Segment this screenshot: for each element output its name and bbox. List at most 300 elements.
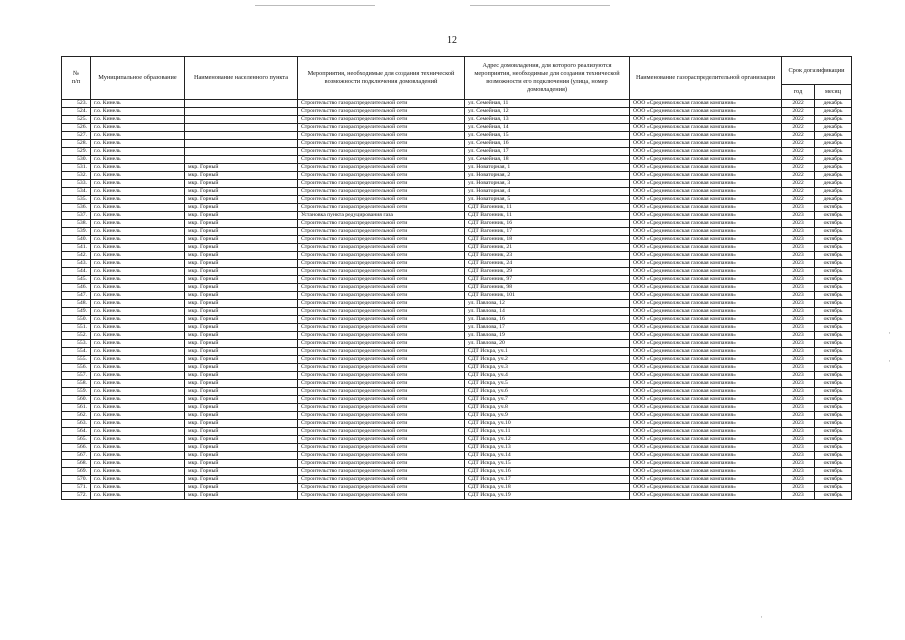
- row-org: ООО «Средневолжская газовая компания»: [630, 188, 782, 196]
- row-month: октябрь: [815, 444, 852, 452]
- row-municipality: г.о. Кинель: [91, 108, 185, 116]
- row-activity: Строительство газораспределительной сети: [298, 252, 465, 260]
- table-row: [62, 196, 852, 204]
- row-number: 529.: [62, 148, 91, 156]
- table-row: [62, 156, 852, 164]
- row-municipality: г.о. Кинель: [91, 300, 185, 308]
- row-year: 2023: [782, 276, 815, 284]
- page-number: 12: [447, 35, 457, 46]
- row-year: 2023: [782, 372, 815, 380]
- row-number: 568.: [62, 460, 91, 468]
- table-row: [62, 204, 852, 212]
- row-activity: Строительство газораспределительной сети: [298, 372, 465, 380]
- row-address: СДТ Искра, уч.2: [465, 356, 630, 364]
- row-activity: Строительство газораспределительной сети: [298, 428, 465, 436]
- row-municipality: г.о. Кинель: [91, 476, 185, 484]
- row-activity: Строительство газораспределительной сети: [298, 492, 465, 500]
- row-settlement: мкр. Горный: [185, 164, 298, 172]
- row-month: декабрь: [815, 148, 852, 156]
- row-month: октябрь: [815, 268, 852, 276]
- row-org: ООО «Средневолжская газовая компания»: [630, 468, 782, 476]
- row-activity: Строительство газораспределительной сети: [298, 396, 465, 404]
- table-row: [62, 380, 852, 388]
- row-activity: Строительство газораспределительной сети: [298, 100, 465, 108]
- row-number: 556.: [62, 364, 91, 372]
- table-row: [62, 372, 852, 380]
- table-body: [62, 100, 852, 500]
- row-address: ул. Новаторная, 3: [465, 180, 630, 188]
- row-year: 2023: [782, 484, 815, 492]
- row-municipality: г.о. Кинель: [91, 316, 185, 324]
- row-month: октябрь: [815, 380, 852, 388]
- table-row: [62, 460, 852, 468]
- row-month: октябрь: [815, 292, 852, 300]
- row-activity: Строительство газораспределительной сети: [298, 460, 465, 468]
- row-settlement: [185, 100, 298, 108]
- row-settlement: мкр. Горный: [185, 436, 298, 444]
- row-month: октябрь: [815, 364, 852, 372]
- row-number: 524.: [62, 108, 91, 116]
- row-year: 2022: [782, 180, 815, 188]
- row-year: 2023: [782, 428, 815, 436]
- row-address: СДТ Искра, уч.16: [465, 468, 630, 476]
- row-number: 561.: [62, 404, 91, 412]
- row-month: декабрь: [815, 188, 852, 196]
- row-address: СДТ Вагонник, 21: [465, 244, 630, 252]
- row-settlement: мкр. Горный: [185, 420, 298, 428]
- table-row: [62, 484, 852, 492]
- table-row: [62, 108, 852, 116]
- row-number: 523.: [62, 100, 91, 108]
- row-org: ООО «Средневолжская газовая компания»: [630, 412, 782, 420]
- row-municipality: г.о. Кинель: [91, 420, 185, 428]
- row-month: октябрь: [815, 308, 852, 316]
- row-address: ул. Семейная, 15: [465, 132, 630, 140]
- row-activity: Строительство газораспределительной сети: [298, 308, 465, 316]
- row-year: 2023: [782, 316, 815, 324]
- row-activity: Строительство газораспределительной сети: [298, 180, 465, 188]
- row-year: 2023: [782, 228, 815, 236]
- row-month: октябрь: [815, 212, 852, 220]
- row-address: СДТ Искра, уч.19: [465, 492, 630, 500]
- table-row: [62, 148, 852, 156]
- table-row: [62, 284, 852, 292]
- header-num: № п/п: [62, 57, 91, 100]
- table-row: [62, 260, 852, 268]
- row-address: СДТ Искра, уч.12: [465, 436, 630, 444]
- row-number: 542.: [62, 252, 91, 260]
- row-address: СДТ Вагонник, 98: [465, 284, 630, 292]
- row-activity: Строительство газораспределительной сети: [298, 300, 465, 308]
- row-year: 2023: [782, 236, 815, 244]
- row-year: 2023: [782, 380, 815, 388]
- row-settlement: мкр. Горный: [185, 412, 298, 420]
- row-settlement: мкр. Горный: [185, 276, 298, 284]
- table-row: [62, 468, 852, 476]
- row-settlement: мкр. Горный: [185, 300, 298, 308]
- row-settlement: мкр. Горный: [185, 324, 298, 332]
- row-address: СДТ Искра, уч.13: [465, 444, 630, 452]
- row-number: 557.: [62, 372, 91, 380]
- table-row: [62, 228, 852, 236]
- row-number: 526.: [62, 124, 91, 132]
- row-municipality: г.о. Кинель: [91, 284, 185, 292]
- row-month: октябрь: [815, 460, 852, 468]
- row-org: ООО «Средневолжская газовая компания»: [630, 228, 782, 236]
- table-row: [62, 172, 852, 180]
- row-number: 532.: [62, 172, 91, 180]
- row-activity: Строительство газораспределительной сети: [298, 260, 465, 268]
- gasification-table: [61, 56, 852, 500]
- row-activity: Строительство газораспределительной сети: [298, 188, 465, 196]
- row-activity: Строительство газораспределительной сети: [298, 124, 465, 132]
- row-address: СДТ Искра, уч.5: [465, 380, 630, 388]
- row-org: ООО «Средневолжская газовая компания»: [630, 268, 782, 276]
- row-year: 2022: [782, 148, 815, 156]
- row-activity: Строительство газораспределительной сети: [298, 140, 465, 148]
- row-activity: Строительство газораспределительной сети: [298, 332, 465, 340]
- row-month: октябрь: [815, 276, 852, 284]
- row-settlement: мкр. Горный: [185, 260, 298, 268]
- row-number: 539.: [62, 228, 91, 236]
- row-settlement: мкр. Горный: [185, 332, 298, 340]
- row-activity: Строительство газораспределительной сети: [298, 388, 465, 396]
- row-org: ООО «Средневолжская газовая компания»: [630, 436, 782, 444]
- row-year: 2022: [782, 132, 815, 140]
- row-month: декабрь: [815, 132, 852, 140]
- row-address: СДТ Искра, уч.15: [465, 460, 630, 468]
- row-settlement: мкр. Горный: [185, 292, 298, 300]
- row-settlement: мкр. Горный: [185, 204, 298, 212]
- row-year: 2022: [782, 172, 815, 180]
- row-number: 537.: [62, 212, 91, 220]
- row-number: 566.: [62, 444, 91, 452]
- table-row: [62, 420, 852, 428]
- row-activity: Строительство газораспределительной сети: [298, 436, 465, 444]
- row-settlement: мкр. Горный: [185, 340, 298, 348]
- row-year: 2023: [782, 404, 815, 412]
- row-activity: Строительство газораспределительной сети: [298, 340, 465, 348]
- row-municipality: г.о. Кинель: [91, 388, 185, 396]
- row-org: ООО «Средневолжская газовая компания»: [630, 380, 782, 388]
- row-activity: Строительство газораспределительной сети: [298, 220, 465, 228]
- row-year: 2023: [782, 468, 815, 476]
- row-org: ООО «Средневолжская газовая компания»: [630, 316, 782, 324]
- table-row: [62, 100, 852, 108]
- row-org: ООО «Средневолжская газовая компания»: [630, 204, 782, 212]
- row-year: 2023: [782, 292, 815, 300]
- row-municipality: г.о. Кинель: [91, 348, 185, 356]
- table-row: [62, 316, 852, 324]
- row-address: ул. Семейная, 13: [465, 116, 630, 124]
- table-row: [62, 356, 852, 364]
- table-row: [62, 252, 852, 260]
- row-address: ул. Новаторная, 1: [465, 164, 630, 172]
- row-activity: Строительство газораспределительной сети: [298, 420, 465, 428]
- row-year: 2022: [782, 164, 815, 172]
- row-org: ООО «Средневолжская газовая компания»: [630, 252, 782, 260]
- row-month: октябрь: [815, 420, 852, 428]
- header-activity: Мероприятия, необходимые для создания технической возможности подключения домовладений: [298, 57, 465, 100]
- row-number: 533.: [62, 180, 91, 188]
- row-month: декабрь: [815, 100, 852, 108]
- row-activity: Строительство газораспределительной сети: [298, 228, 465, 236]
- row-month: октябрь: [815, 300, 852, 308]
- row-year: 2022: [782, 140, 815, 148]
- row-address: ул. Новаторная, 2: [465, 172, 630, 180]
- row-municipality: г.о. Кинель: [91, 492, 185, 500]
- row-settlement: [185, 140, 298, 148]
- table-row: [62, 212, 852, 220]
- row-org: ООО «Средневолжская газовая компания»: [630, 140, 782, 148]
- row-number: 548.: [62, 300, 91, 308]
- row-year: 2023: [782, 340, 815, 348]
- row-municipality: г.о. Кинель: [91, 196, 185, 204]
- row-activity: Строительство газораспределительной сети: [298, 364, 465, 372]
- table-row: [62, 364, 852, 372]
- row-settlement: мкр. Горный: [185, 444, 298, 452]
- row-number: 525.: [62, 116, 91, 124]
- row-number: 567.: [62, 452, 91, 460]
- row-municipality: г.о. Кинель: [91, 212, 185, 220]
- row-address: СДТ Искра, уч.14: [465, 452, 630, 460]
- row-address: СДТ Вагонник, 29: [465, 268, 630, 276]
- row-year: 2023: [782, 492, 815, 500]
- row-month: декабрь: [815, 196, 852, 204]
- row-number: 549.: [62, 308, 91, 316]
- row-settlement: мкр. Горный: [185, 348, 298, 356]
- row-address: СДТ Искра, уч.18: [465, 484, 630, 492]
- table-row: [62, 444, 852, 452]
- row-number: 528.: [62, 140, 91, 148]
- row-municipality: г.о. Кинель: [91, 220, 185, 228]
- row-activity: Строительство газораспределительной сети: [298, 380, 465, 388]
- row-address: СДТ Искра, уч.9: [465, 412, 630, 420]
- row-municipality: г.о. Кинель: [91, 172, 185, 180]
- row-month: октябрь: [815, 244, 852, 252]
- row-address: ул. Павлова, 19: [465, 332, 630, 340]
- row-address: СДТ Вагонник, 101: [465, 292, 630, 300]
- row-municipality: г.о. Кинель: [91, 156, 185, 164]
- row-municipality: г.о. Кинель: [91, 228, 185, 236]
- row-activity: Строительство газораспределительной сети: [298, 452, 465, 460]
- row-settlement: [185, 156, 298, 164]
- row-municipality: г.о. Кинель: [91, 444, 185, 452]
- row-org: ООО «Средневолжская газовая компания»: [630, 484, 782, 492]
- row-number: 560.: [62, 396, 91, 404]
- row-settlement: мкр. Горный: [185, 380, 298, 388]
- row-year: 2023: [782, 220, 815, 228]
- row-settlement: [185, 124, 298, 132]
- row-municipality: г.о. Кинель: [91, 124, 185, 132]
- row-municipality: г.о. Кинель: [91, 364, 185, 372]
- row-month: октябрь: [815, 348, 852, 356]
- row-org: ООО «Средневолжская газовая компания»: [630, 388, 782, 396]
- row-month: октябрь: [815, 220, 852, 228]
- row-year: 2023: [782, 420, 815, 428]
- row-settlement: [185, 116, 298, 124]
- row-municipality: г.о. Кинель: [91, 372, 185, 380]
- row-activity: Строительство газораспределительной сети: [298, 316, 465, 324]
- row-municipality: г.о. Кинель: [91, 188, 185, 196]
- table-row: [62, 396, 852, 404]
- row-address: ул. Павлова, 17: [465, 324, 630, 332]
- row-number: 531.: [62, 164, 91, 172]
- row-month: декабрь: [815, 172, 852, 180]
- row-year: 2022: [782, 124, 815, 132]
- table-row: [62, 340, 852, 348]
- row-org: ООО «Средневолжская газовая компания»: [630, 364, 782, 372]
- row-activity: Строительство газораспределительной сети: [298, 324, 465, 332]
- row-org: ООО «Средневолжская газовая компания»: [630, 124, 782, 132]
- table-row: [62, 412, 852, 420]
- row-org: ООО «Средневолжская газовая компания»: [630, 116, 782, 124]
- row-settlement: мкр. Горный: [185, 372, 298, 380]
- row-municipality: г.о. Кинель: [91, 468, 185, 476]
- row-org: ООО «Средневолжская газовая компания»: [630, 356, 782, 364]
- table-row: [62, 124, 852, 132]
- row-activity: Строительство газораспределительной сети: [298, 156, 465, 164]
- row-year: 2023: [782, 436, 815, 444]
- row-year: 2023: [782, 324, 815, 332]
- row-month: декабрь: [815, 124, 852, 132]
- row-activity: Строительство газораспределительной сети: [298, 292, 465, 300]
- row-month: октябрь: [815, 340, 852, 348]
- table-row: [62, 476, 852, 484]
- row-year: 2023: [782, 364, 815, 372]
- row-settlement: мкр. Горный: [185, 252, 298, 260]
- row-activity: Установка пункта редуцирования газа: [298, 212, 465, 220]
- row-settlement: мкр. Горный: [185, 172, 298, 180]
- row-year: 2023: [782, 300, 815, 308]
- row-number: 559.: [62, 388, 91, 396]
- row-number: 565.: [62, 436, 91, 444]
- row-address: СДТ Искра, уч.8: [465, 404, 630, 412]
- row-address: СДТ Вагонник, 24: [465, 260, 630, 268]
- top-rule-left: [255, 5, 375, 6]
- row-municipality: г.о. Кинель: [91, 460, 185, 468]
- row-year: 2023: [782, 356, 815, 364]
- row-settlement: мкр. Горный: [185, 284, 298, 292]
- table-row: [62, 292, 852, 300]
- row-org: ООО «Средневолжская газовая компания»: [630, 340, 782, 348]
- row-month: октябрь: [815, 452, 852, 460]
- row-month: октябрь: [815, 252, 852, 260]
- row-month: октябрь: [815, 332, 852, 340]
- row-municipality: г.о. Кинель: [91, 180, 185, 188]
- row-org: ООО «Средневолжская газовая компания»: [630, 196, 782, 204]
- row-year: 2023: [782, 388, 815, 396]
- row-number: 535.: [62, 196, 91, 204]
- row-month: октябрь: [815, 228, 852, 236]
- row-activity: Строительство газораспределительной сети: [298, 276, 465, 284]
- row-settlement: мкр. Горный: [185, 268, 298, 276]
- row-number: 534.: [62, 188, 91, 196]
- row-activity: Строительство газораспределительной сети: [298, 244, 465, 252]
- row-activity: Строительство газораспределительной сети: [298, 348, 465, 356]
- top-rule-right: [470, 5, 610, 6]
- row-year: 2022: [782, 196, 815, 204]
- row-year: 2023: [782, 260, 815, 268]
- row-settlement: мкр. Горный: [185, 244, 298, 252]
- row-org: ООО «Средневолжская газовая компания»: [630, 452, 782, 460]
- row-org: ООО «Средневолжская газовая компания»: [630, 348, 782, 356]
- row-year: 2023: [782, 332, 815, 340]
- row-settlement: мкр. Горный: [185, 220, 298, 228]
- table-row: [62, 180, 852, 188]
- header-settlement: Наименование населенного пункта: [185, 57, 298, 100]
- row-org: ООО «Средневолжская газовая компания»: [630, 260, 782, 268]
- row-settlement: мкр. Горный: [185, 484, 298, 492]
- row-municipality: г.о. Кинель: [91, 252, 185, 260]
- row-settlement: мкр. Горный: [185, 316, 298, 324]
- table-row: [62, 116, 852, 124]
- row-number: 563.: [62, 420, 91, 428]
- row-settlement: мкр. Горный: [185, 180, 298, 188]
- table-row: [62, 436, 852, 444]
- row-settlement: мкр. Горный: [185, 212, 298, 220]
- row-org: ООО «Средневолжская газовая компания»: [630, 132, 782, 140]
- row-number: 570.: [62, 476, 91, 484]
- row-address: ул. Семейная, 14: [465, 124, 630, 132]
- row-activity: Строительство газораспределительной сети: [298, 236, 465, 244]
- row-municipality: г.о. Кинель: [91, 332, 185, 340]
- row-number: 572.: [62, 492, 91, 500]
- row-month: октябрь: [815, 236, 852, 244]
- row-number: 541.: [62, 244, 91, 252]
- row-month: октябрь: [815, 404, 852, 412]
- row-municipality: г.о. Кинель: [91, 452, 185, 460]
- header-org: Наименование газораспределительной организации: [630, 57, 782, 100]
- row-municipality: г.о. Кинель: [91, 148, 185, 156]
- row-address: СДТ Искра, уч.17: [465, 476, 630, 484]
- row-year: 2022: [782, 188, 815, 196]
- row-org: ООО «Средневолжская газовая компания»: [630, 100, 782, 108]
- row-activity: Строительство газораспределительной сети: [298, 148, 465, 156]
- row-municipality: г.о. Кинель: [91, 244, 185, 252]
- row-year: 2023: [782, 284, 815, 292]
- table-row: [62, 452, 852, 460]
- row-settlement: мкр. Горный: [185, 492, 298, 500]
- row-year: 2023: [782, 252, 815, 260]
- row-activity: Строительство газораспределительной сети: [298, 412, 465, 420]
- row-settlement: мкр. Горный: [185, 228, 298, 236]
- row-number: 562.: [62, 412, 91, 420]
- row-org: ООО «Средневолжская газовая компания»: [630, 492, 782, 500]
- row-municipality: г.о. Кинель: [91, 380, 185, 388]
- table-row: [62, 492, 852, 500]
- header-address: Адрес домовладения, для которого реализуются мероприятия, необходимые для создания технической возможности его подключения (улица, номер домовладения): [465, 57, 630, 100]
- row-settlement: мкр. Горный: [185, 188, 298, 196]
- row-activity: Строительство газораспределительной сети: [298, 468, 465, 476]
- row-municipality: г.о. Кинель: [91, 140, 185, 148]
- row-year: 2022: [782, 108, 815, 116]
- row-org: ООО «Средневолжская газовая компания»: [630, 284, 782, 292]
- row-settlement: [185, 108, 298, 116]
- row-municipality: г.о. Кинель: [91, 484, 185, 492]
- row-municipality: г.о. Кинель: [91, 276, 185, 284]
- row-address: СДТ Искра, уч.6: [465, 388, 630, 396]
- row-address: ул. Павлова, 20: [465, 340, 630, 348]
- row-activity: Строительство газораспределительной сети: [298, 284, 465, 292]
- row-municipality: г.о. Кинель: [91, 404, 185, 412]
- table-row: [62, 220, 852, 228]
- row-year: 2023: [782, 412, 815, 420]
- row-org: ООО «Средневолжская газовая компания»: [630, 308, 782, 316]
- row-address: ул. Семейная, 11: [465, 100, 630, 108]
- row-org: ООО «Средневолжская газовая компания»: [630, 396, 782, 404]
- row-number: 544.: [62, 268, 91, 276]
